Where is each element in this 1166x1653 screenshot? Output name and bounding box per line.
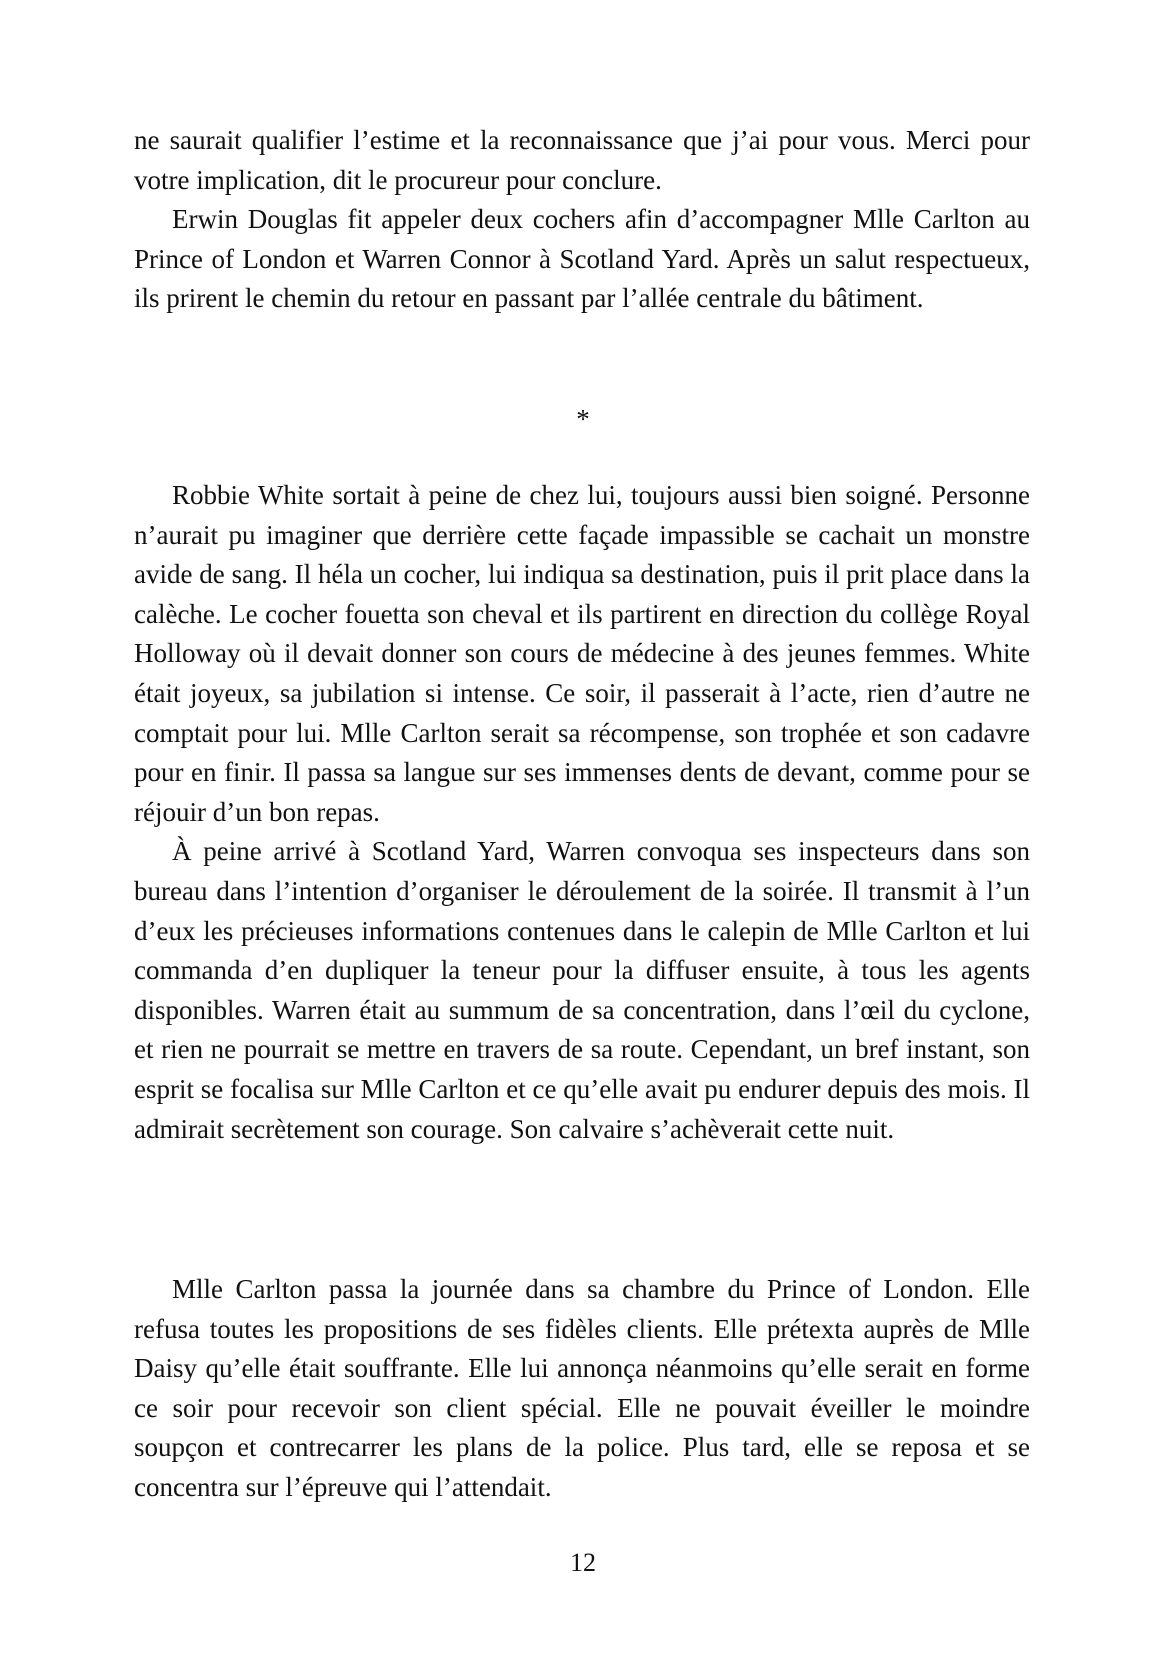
scene-separator: *	[576, 404, 590, 434]
paragraph: Erwin Douglas fit appeler deux cochers afin d’accompagner Mlle Carlton au Prince of London et Warren Connor à Scotland Yard. Après un salut respectueux, ils prirent le chemin du retour en passant par l’allée centrale du bâtiment.	[134, 204, 1030, 314]
text-section-2	[134, 476, 1030, 1149]
paragraph: Mlle Carlton passa la journée dans sa chambre du Prince of London. Elle refusa toutes les propositions de ses fidèles clients. Elle prétexta auprès de Mlle Daisy qu’elle était souffrante. Elle lui annonça néanmoins qu’elle serait en forme ce soir pour recevoir son client spécial. Elle ne pouvait éveiller le moindre soupçon et contrecarrer les plans de la police. Plus tard, elle se reposa et se concentra sur l’épreuve qui l’attendait.	[134, 1274, 1030, 1502]
text-section-1	[134, 121, 1030, 319]
paragraph-continuation: ne saurait qualifier l’estime et la reconnaissance que j’ai pour vous. Merci pour votre implication, dit le procureur pour conclure.	[134, 125, 1030, 195]
paragraph: Robbie White sortait à peine de chez lui, toujours aussi bien soigné. Personne n’aurait pu imaginer que derrière cette façade impassible se cachait un monstre avide de sang. Il héla un cocher, lui indiqua sa destination, puis il prit place dans la calèche. Le cocher fouetta son cheval et ils partirent en direction du collège Royal Holloway où il devait donner son cours de médecine à des jeunes femmes. White était joyeux, sa jubilation si intense. Ce soir, il passerait à l’acte, rien d’autre ne comptait pour lui. Mlle Carlton serait sa récompense, son trophée et son cadavre pour en finir. Il passa sa langue sur ses immenses dents de devant, comme pour se réjouir d’un bon repas.	[134, 480, 1030, 827]
paragraph: À peine arrivé à Scotland Yard, Warren convoqua ses inspecteurs dans son bureau dans l’intention d’organiser le déroulement de la soirée. Il transmit à l’un d’eux les précieuses informations contenues dans le calepin de Mlle Carlton et lui commanda d’en dupliquer la teneur pour la diffuser ensuite, à tous les agents disponibles. Warren était au summum de sa concentration, dans l’œil du cyclone, et rien ne pourrait se mettre en travers de sa route. Cependant, un bref instant, son esprit se focalisa sur Mlle Carlton et ce qu’elle avait pu endurer depuis des mois. Il admirait secrètement son courage. Son calvaire s’achèverait cette nuit.	[134, 836, 1030, 1144]
text-section-3	[134, 1270, 1030, 1508]
page-number: 12	[570, 1548, 596, 1577]
